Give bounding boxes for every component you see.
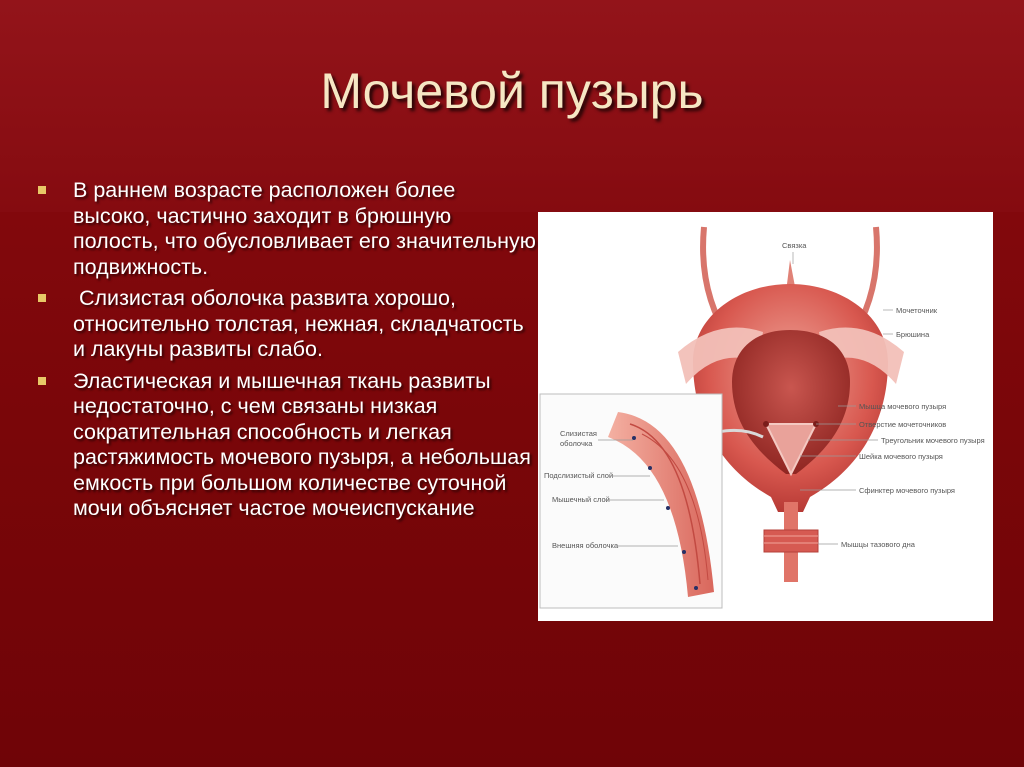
label-ureter-orifices: Отверстие мочеточников bbox=[859, 420, 947, 429]
label-mucosa-2: оболочка bbox=[560, 439, 593, 448]
label-muscular-layer: Мышечный слой bbox=[552, 495, 610, 504]
label-mucosa-1: Слизистая bbox=[560, 429, 597, 438]
bladder-anatomy-illustration bbox=[538, 212, 993, 621]
bullet-text: В раннем возрасте расположен более высоко, частично заходит в брюшную полость, что обусловливает его значительную подвижность. bbox=[73, 178, 536, 279]
bullet-square-icon bbox=[38, 377, 46, 385]
label-pelvic-floor: Мышцы тазового дна bbox=[841, 540, 915, 549]
bullet-item bbox=[36, 286, 536, 363]
bullet-item bbox=[36, 178, 536, 280]
pelvic-floor-muscles bbox=[764, 530, 818, 552]
bullet-item bbox=[36, 369, 536, 522]
label-outer-layer: Внешняя оболочка bbox=[552, 541, 619, 550]
ureter-orifice bbox=[763, 421, 769, 427]
label-submucosa: Подслизистый слой bbox=[544, 471, 614, 480]
label-peritoneum: Брюшина bbox=[896, 330, 930, 339]
label-trigone: Треугольник мочевого пузыря bbox=[881, 436, 985, 445]
bladder-anatomy-figure bbox=[538, 212, 993, 621]
bullet-square-icon bbox=[38, 186, 46, 194]
label-ureter: Мочеточник bbox=[896, 306, 938, 315]
slide-title: Мочевой пузырь bbox=[320, 63, 704, 119]
label-bladder-neck: Шейка мочевого пузыря bbox=[859, 452, 943, 461]
bullet-text: Слизистая оболочка развита хорошо, относительно толстая, нежная, складчатость и лакуны развиты слабо. bbox=[73, 286, 530, 361]
bullet-text: Эластическая и мышечная ткань развиты недостаточно, с чем связаны низкая сократительная способность и легкая растяжимость мочевого пузыря, а небольшая емкость при большом количестве суточной мочи объясняет частое мочеиспускание bbox=[73, 368, 531, 520]
bullet-square-icon bbox=[38, 294, 46, 302]
label-bladder-muscle: Мышца мочевого пузыря bbox=[859, 402, 947, 411]
bullet-list bbox=[36, 178, 536, 528]
label-sphincter: Сфинктер мочевого пузыря bbox=[859, 486, 955, 495]
label-ligament: Связка bbox=[782, 241, 807, 250]
